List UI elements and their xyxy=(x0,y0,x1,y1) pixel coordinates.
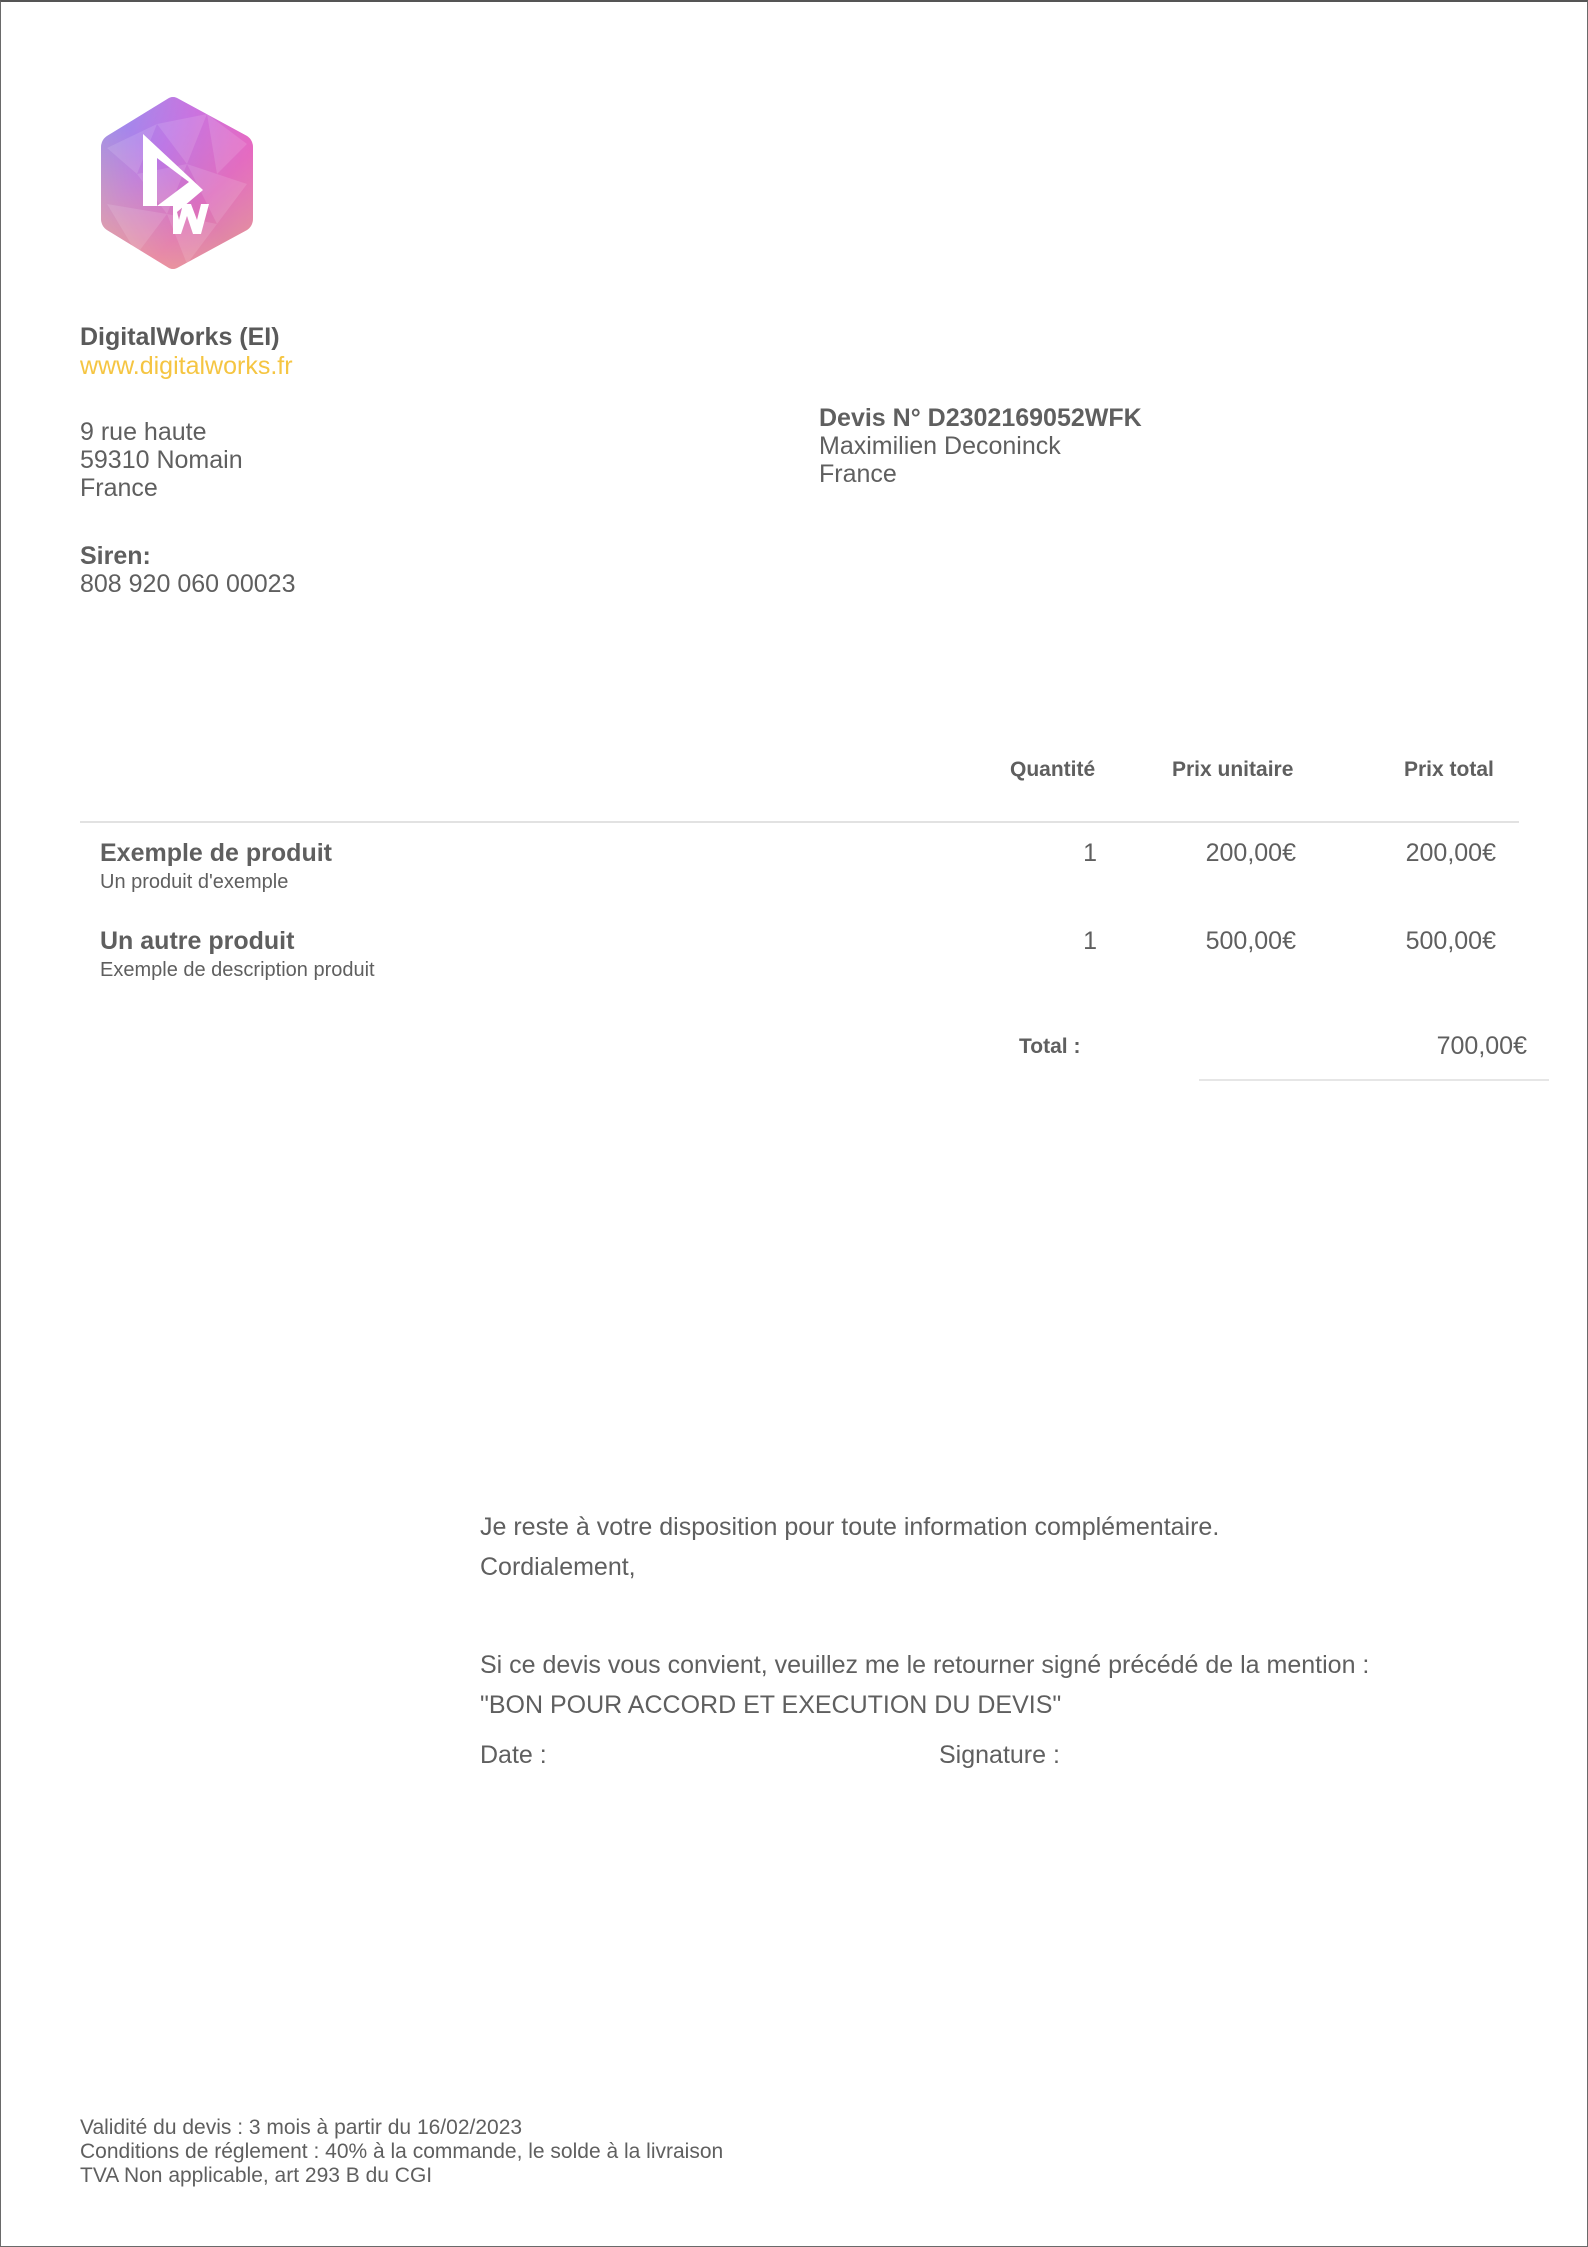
quote-number: Devis N° D2302169052WFK xyxy=(819,404,1142,432)
header-quantity: Quantité xyxy=(1010,758,1096,781)
date-field-label: Date : xyxy=(480,1741,547,1769)
total-label: Total : xyxy=(1019,1035,1081,1058)
address-street: 9 rue haute xyxy=(80,418,207,446)
item-title: Exemple de produit xyxy=(100,839,332,867)
total-value: 700,00€ xyxy=(1436,1032,1527,1060)
client-country: France xyxy=(819,460,897,488)
item-title: Un autre produit xyxy=(100,927,295,955)
company-siren xyxy=(80,542,296,598)
siren-label: Siren: xyxy=(80,542,151,570)
item-description: Exemple de description produit xyxy=(100,959,375,981)
footer-vat: TVA Non applicable, art 293 B du CGI xyxy=(80,2164,433,2187)
address-city: 59310 Nomain xyxy=(80,446,243,474)
item-quantity: 1 xyxy=(1083,839,1097,867)
approval-mention xyxy=(480,1645,1369,1725)
closing-salutation: Cordialement, xyxy=(480,1553,636,1581)
mention-text: "BON POUR ACCORD ET EXECUTION DU DEVIS" xyxy=(480,1691,1062,1719)
header-total-price: Prix total xyxy=(1404,758,1494,781)
footer-terms xyxy=(80,2116,723,2188)
table-row xyxy=(1,926,1588,996)
siren-value: 808 920 060 00023 xyxy=(80,570,296,598)
table-divider xyxy=(80,821,1519,823)
signature-field-label: Signature : xyxy=(939,1741,1060,1769)
item-unit-price: 200,00€ xyxy=(1205,839,1296,867)
item-unit-price: 500,00€ xyxy=(1205,927,1296,955)
address-country: France xyxy=(80,474,158,502)
quote-recipient xyxy=(819,404,1142,488)
table-row xyxy=(1,838,1588,908)
client-name: Maximilien Deconinck xyxy=(819,432,1061,460)
closing-line: Je reste à votre disposition pour toute information complémentaire. xyxy=(480,1513,1220,1541)
footer-conditions: Conditions de réglement : 40% à la commande, le solde à la livraison xyxy=(80,2140,724,2163)
footer-validity: Validité du devis : 3 mois à partir du 16/02/2023 xyxy=(80,2116,523,2139)
company-address xyxy=(80,418,243,502)
closing-message xyxy=(480,1507,1219,1587)
item-total-price: 200,00€ xyxy=(1405,839,1496,867)
item-quantity: 1 xyxy=(1083,927,1097,955)
total-divider xyxy=(1199,1079,1549,1081)
company-name: DigitalWorks (EI) xyxy=(80,323,280,351)
company-website-link[interactable]: www.digitalworks.fr xyxy=(80,352,293,380)
company-logo xyxy=(97,94,257,272)
item-total-price: 500,00€ xyxy=(1405,927,1496,955)
mention-instruction: Si ce devis vous convient, veuillez me le retourner signé précédé de la mention : xyxy=(480,1651,1370,1679)
company-block xyxy=(80,322,293,380)
header-unit-price: Prix unitaire xyxy=(1172,758,1294,781)
item-description: Un produit d'exemple xyxy=(100,871,289,893)
